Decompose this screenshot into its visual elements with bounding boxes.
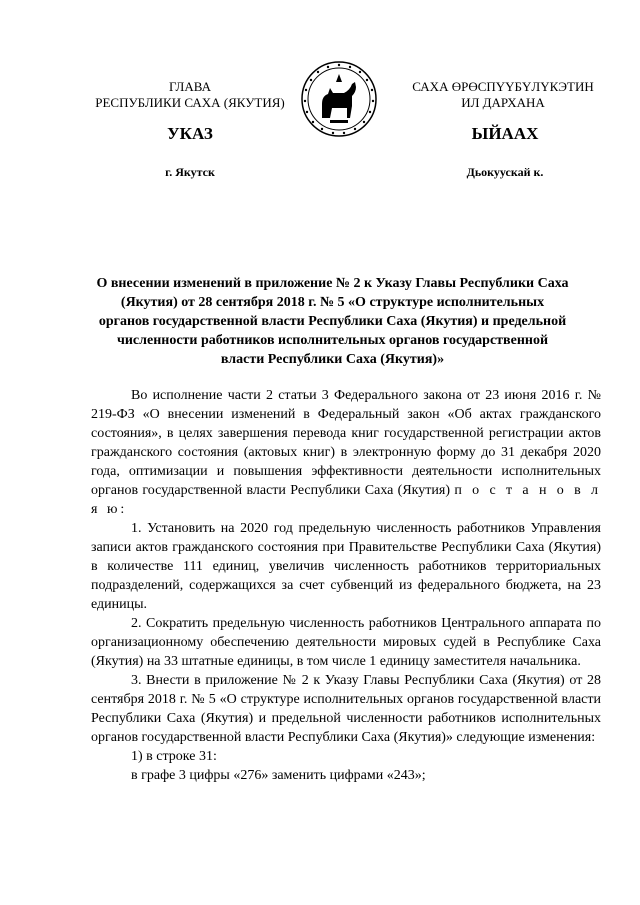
preamble-paragraph xyxy=(91,386,601,519)
coat-of-arms-emblem xyxy=(300,60,378,138)
item-1: 1. Установить на 2020 год предельную численность работников Управления записи актов гражданского состояния при Правительстве Республики Саха (Якутия) в количестве 111 единиц, увеличив численность работников территориальных подразделений, содержащихся за счет субвенций из федерального бюджета, на 23 единицы. xyxy=(91,521,601,612)
decree-word: п о с т а н о в л я ю: xyxy=(91,483,601,517)
item-3: 3. Внести в приложение № 2 к Указу Главы Республики Саха (Якутия) от 28 сентября 2018 г. № 5 «О структуре исполнительных органов государственной власти Республики Саха (Якутия) и предельной численности работников исполнительных органов государственной власти Республики Саха (Якутия)» следующие изменения: xyxy=(91,673,601,745)
document-body xyxy=(91,386,601,785)
issuer-sakha xyxy=(388,79,618,111)
document-title: О внесении изменений в приложение № 2 к Указу Главы Республики Саха (Якутия) от 28 сентября 2018 г. № 5 «О структуре исполнительных органов государственной власти Республики Саха (Якутия) и предельной численности работников исполнительных органов государственной власти Республики Саха (Якутия)» xyxy=(96,276,569,367)
doc-type-ru: УКАЗ xyxy=(167,124,213,143)
doc-type-sakha: ЫЙААХ xyxy=(471,124,539,143)
issuer-ru-line2: РЕСПУБЛИКИ САХА (ЯКУТИЯ) xyxy=(95,95,285,110)
preamble-text: Во исполнение части 2 статьи 3 Федерального закона от 23 июня 2016 г. № 219-ФЗ «О внесении изменений в Федеральный закон «Об актах гражданского состояния», в целях завершения перевода книг государственной регистрации актов гражданского состояния (актовых книг) в электронную форму до 31 декабря 2020 года, оптимизации и повышения эффективности деятельности исполнительных органов государственной власти Республики Саха (Якутия) xyxy=(91,388,601,498)
city-ru: г. Якутск xyxy=(165,165,215,179)
issuer-sakha-line2: ИЛ ДАРХАНА xyxy=(461,95,545,110)
subitem-1: 1) в строке 31: xyxy=(131,749,217,764)
item-2: 2. Сократить предельную численность работников Центрального аппарата по организационному обеспечению деятельности мировых судей в Республике Саха (Якутия) на 33 штатные единицы, в том числе 1 единицу заместителя начальника. xyxy=(91,616,601,669)
issuer-ru xyxy=(80,79,300,111)
issuer-ru-line1: ГЛАВА xyxy=(169,79,211,94)
city-sakha: Дьокуускай к. xyxy=(466,165,544,179)
subitem-1-text: в графе 3 цифры «276» заменить цифрами «243»; xyxy=(131,768,426,783)
issuer-sakha-line1: САХА ӨРӨСПҮҮБҮЛҮКЭТИН xyxy=(412,79,594,94)
